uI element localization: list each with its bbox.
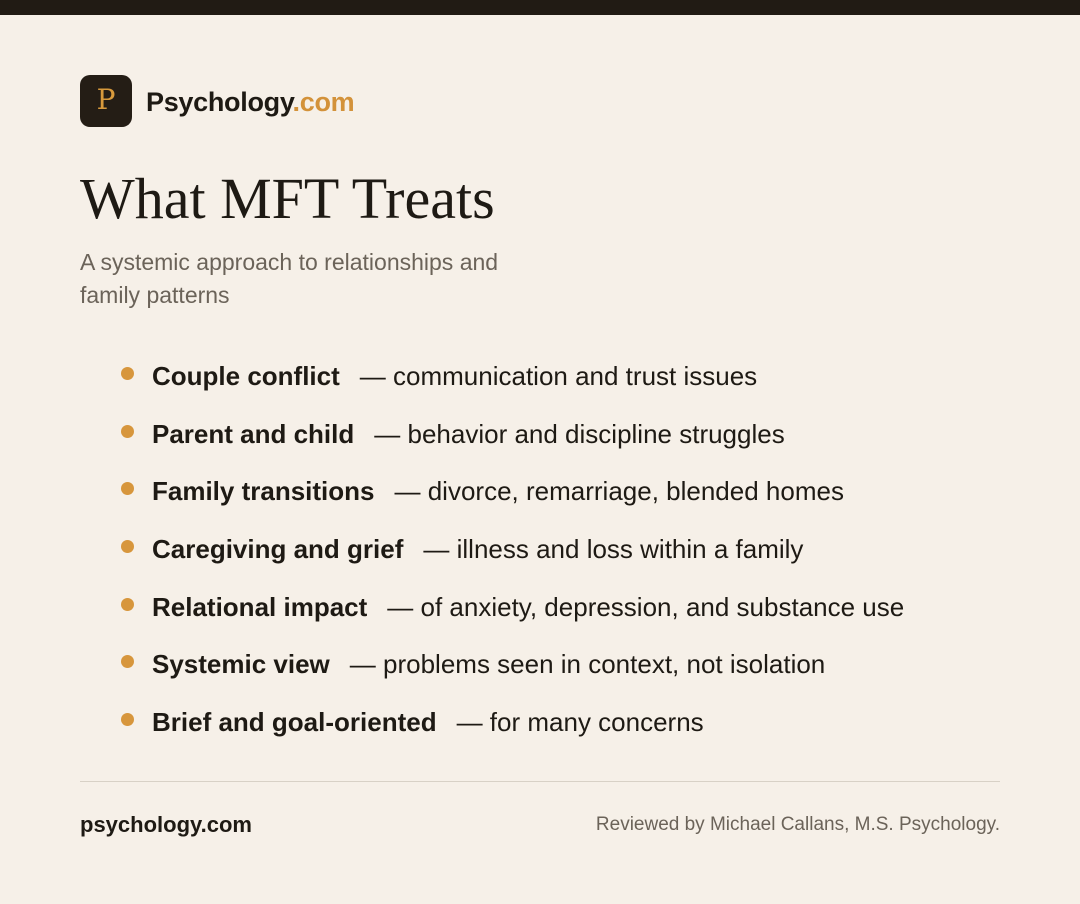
item-term: Couple conflict [152,360,340,391]
list-item [118,405,904,463]
item-term: Brief and goal-oriented [152,706,437,737]
list-item [118,635,904,693]
item-description: — divorce, remarriage, blended homes [394,476,844,507]
list-item [118,693,904,751]
page-subtitle: A systemic approach to relationships and family patterns [80,249,499,308]
page-title: What MFT Treats [80,166,495,231]
list-item [118,462,904,520]
bullet-dot-icon [121,713,134,726]
footer-divider [80,781,1000,782]
list-item [118,347,904,405]
bullet-dot-icon [121,598,134,611]
list-item [118,520,904,578]
footer-site-name: psychology.com [80,812,252,837]
top-accent-bar [0,0,1080,15]
item-term: Caregiving and grief [152,533,404,564]
bullet-dot-icon [121,655,134,668]
footer-reviewer-credit: Reviewed by Michael Callans, M.S. Psychology. [595,814,1000,835]
item-description: — illness and loss within a family [423,533,804,564]
logo-badge [80,75,132,127]
treatment-list [118,347,904,751]
list-item [118,578,904,636]
bullet-dot-icon [121,482,134,495]
bullet-dot-icon [121,540,134,553]
brand-name: Psychology [146,87,293,117]
bullet-dot-icon [121,425,134,438]
item-description: — behavior and discipline struggles [374,418,785,449]
bullet-dot-icon [121,367,134,380]
item-term: Family transitions [152,476,375,507]
item-description: — communication and trust issues [359,360,758,391]
item-description: — for many concerns [456,706,704,737]
item-term: Parent and child [152,418,355,449]
item-term: Systemic view [152,649,330,680]
brand-wordmark [146,86,354,118]
brand-tld: .com [292,87,355,117]
item-description: — problems seen in context, not isolation [349,649,826,680]
item-description: — of anxiety, depression, and substance use [387,591,905,622]
logo-letter: P [96,83,116,116]
item-term: Relational impact [152,591,368,622]
